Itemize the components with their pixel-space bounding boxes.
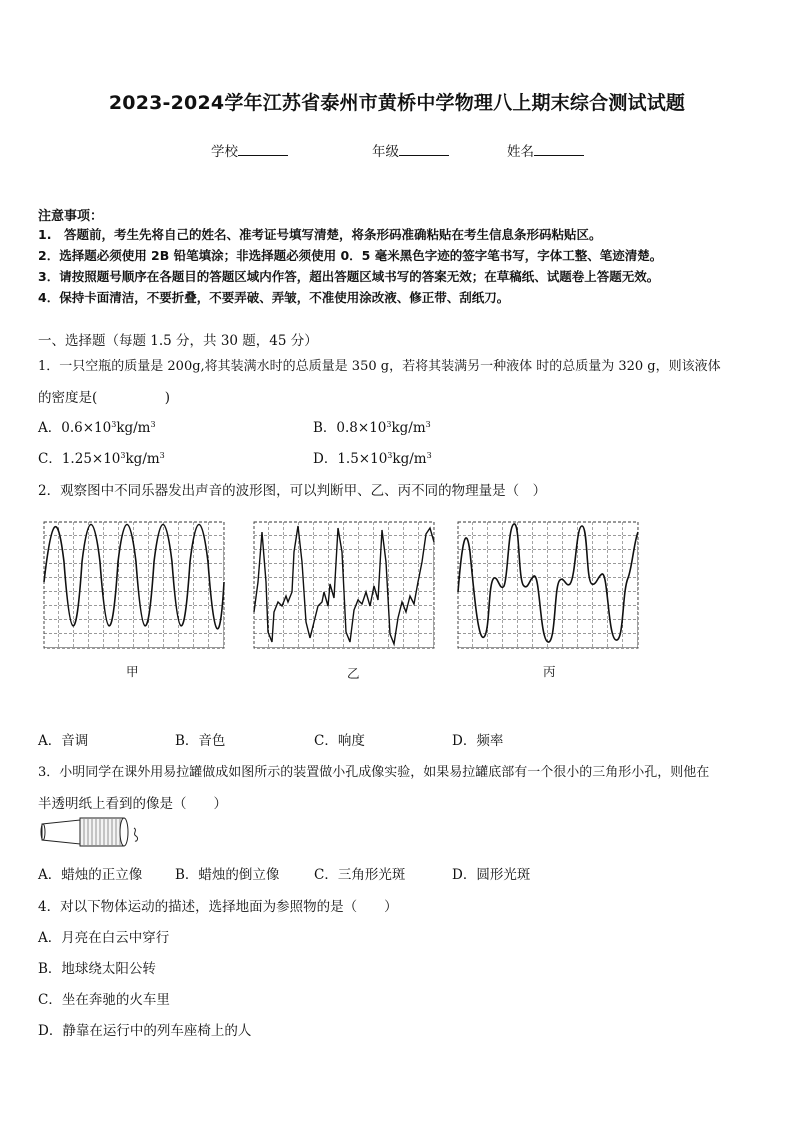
wave-label-yi: 乙 xyxy=(347,666,360,681)
q1-stem-line2: 的密度是( ) xyxy=(38,390,171,406)
q2-stem: 2．观察图中不同乐器发出声音的波形图，可以判断甲、乙、丙不同的物理量是（ ） xyxy=(38,483,547,499)
school-field[interactable] xyxy=(211,140,288,160)
waveform-jia-grid xyxy=(44,522,224,648)
q2-option-b[interactable]: B．音色 xyxy=(175,733,226,749)
q4-option-c[interactable]: C．坐在奔驰的火车里 xyxy=(38,992,170,1008)
q2-option-c[interactable]: C．响度 xyxy=(314,733,365,749)
school-label: 学校 xyxy=(211,144,238,160)
name-blank[interactable] xyxy=(534,141,584,156)
grade-field[interactable] xyxy=(372,140,449,160)
grade-label: 年级 xyxy=(372,144,399,160)
name-field[interactable] xyxy=(507,140,584,160)
note-item: 1. 答题前，考生先将自己的姓名、准考证号填写清楚，将条形码准确粘贴在考生信息条形码粘贴区。 xyxy=(38,227,602,242)
waveform-bing-grid xyxy=(458,522,638,648)
note-item: 3．请按照题号顺序在各题目的答题区域内作答，超出答题区域书写的答案无效；在草稿纸、试题卷上答题无效。 xyxy=(38,269,660,284)
q1-option-c[interactable]: C．$1.25\times 10^3kg/m^3$ xyxy=(38,451,165,467)
q1-option-a[interactable]: A．$0.6\times 10^3kg/m^3$ xyxy=(38,420,156,436)
q1-option-d[interactable]: D．$1.5\times 10^3kg/m^3$ xyxy=(313,451,432,467)
section-heading: 一、选择题（每题 1.5 分，共 30 题，45 分） xyxy=(38,333,318,349)
q3-option-a[interactable]: A．蜡烛的正立像 xyxy=(38,867,143,883)
q1-option-b[interactable]: B．$0.8\times 10^3kg/m^3$ xyxy=(313,420,431,436)
q2-option-d[interactable]: D．频率 xyxy=(452,733,504,749)
wave-label-jia: 甲 xyxy=(126,664,139,679)
q3-stem-line1: 3．小明同学在课外用易拉罐做成如图所示的装置做小孔成像实验，如果易拉罐底部有一个很小的三角形小孔，则他在 xyxy=(38,765,710,780)
q1-stem-line1: 1．一只空瓶的质量是 200g,将其装满水时的总质量是 350 g，若将其装满另一种液体 时的总质量为 320 g，则该液体 xyxy=(38,359,721,374)
q3-option-c[interactable]: C．三角形光斑 xyxy=(314,867,406,883)
q2-option-a[interactable]: A．音调 xyxy=(38,733,89,749)
note-item: 4．保持卡面清洁，不要折叠，不要弄破、弄皱，不准使用涂改液、修正带、刮纸刀。 xyxy=(38,290,510,305)
q3-option-d[interactable]: D．圆形光斑 xyxy=(452,867,531,883)
page-title: 2023-2024学年江苏省泰州市黄桥中学物理八上期末综合测试试题 xyxy=(108,92,686,114)
note-item: 2．选择题必须使用 2B 铅笔填涂；非选择题必须使用 0．5 毫米黑色字迹的签字笔书写，字体工整、笔迹清楚。 xyxy=(38,248,663,263)
q4-option-b[interactable]: B．地球绕太阳公转 xyxy=(38,961,156,977)
pinhole-camera-icon xyxy=(40,814,142,850)
q3-option-b[interactable]: B．蜡烛的倒立像 xyxy=(175,867,280,883)
waveform-yi-grid xyxy=(254,522,434,648)
name-label: 姓名 xyxy=(507,144,534,160)
q4-option-d[interactable]: D．静靠在运行中的列车座椅上的人 xyxy=(38,1023,252,1039)
school-blank[interactable] xyxy=(238,141,288,156)
notes-title: 注意事项： xyxy=(38,209,104,224)
grade-blank[interactable] xyxy=(399,141,449,156)
q4-stem: 4．对以下物体运动的描述，选择地面为参照物的是（ ） xyxy=(38,899,398,915)
q3-stem-line2: 半透明纸上看到的像是（ ） xyxy=(38,796,227,812)
wave-label-bing: 丙 xyxy=(543,664,556,679)
q4-option-a[interactable]: A．月亮在白云中穿行 xyxy=(38,930,170,946)
waveform-figure xyxy=(40,518,640,658)
